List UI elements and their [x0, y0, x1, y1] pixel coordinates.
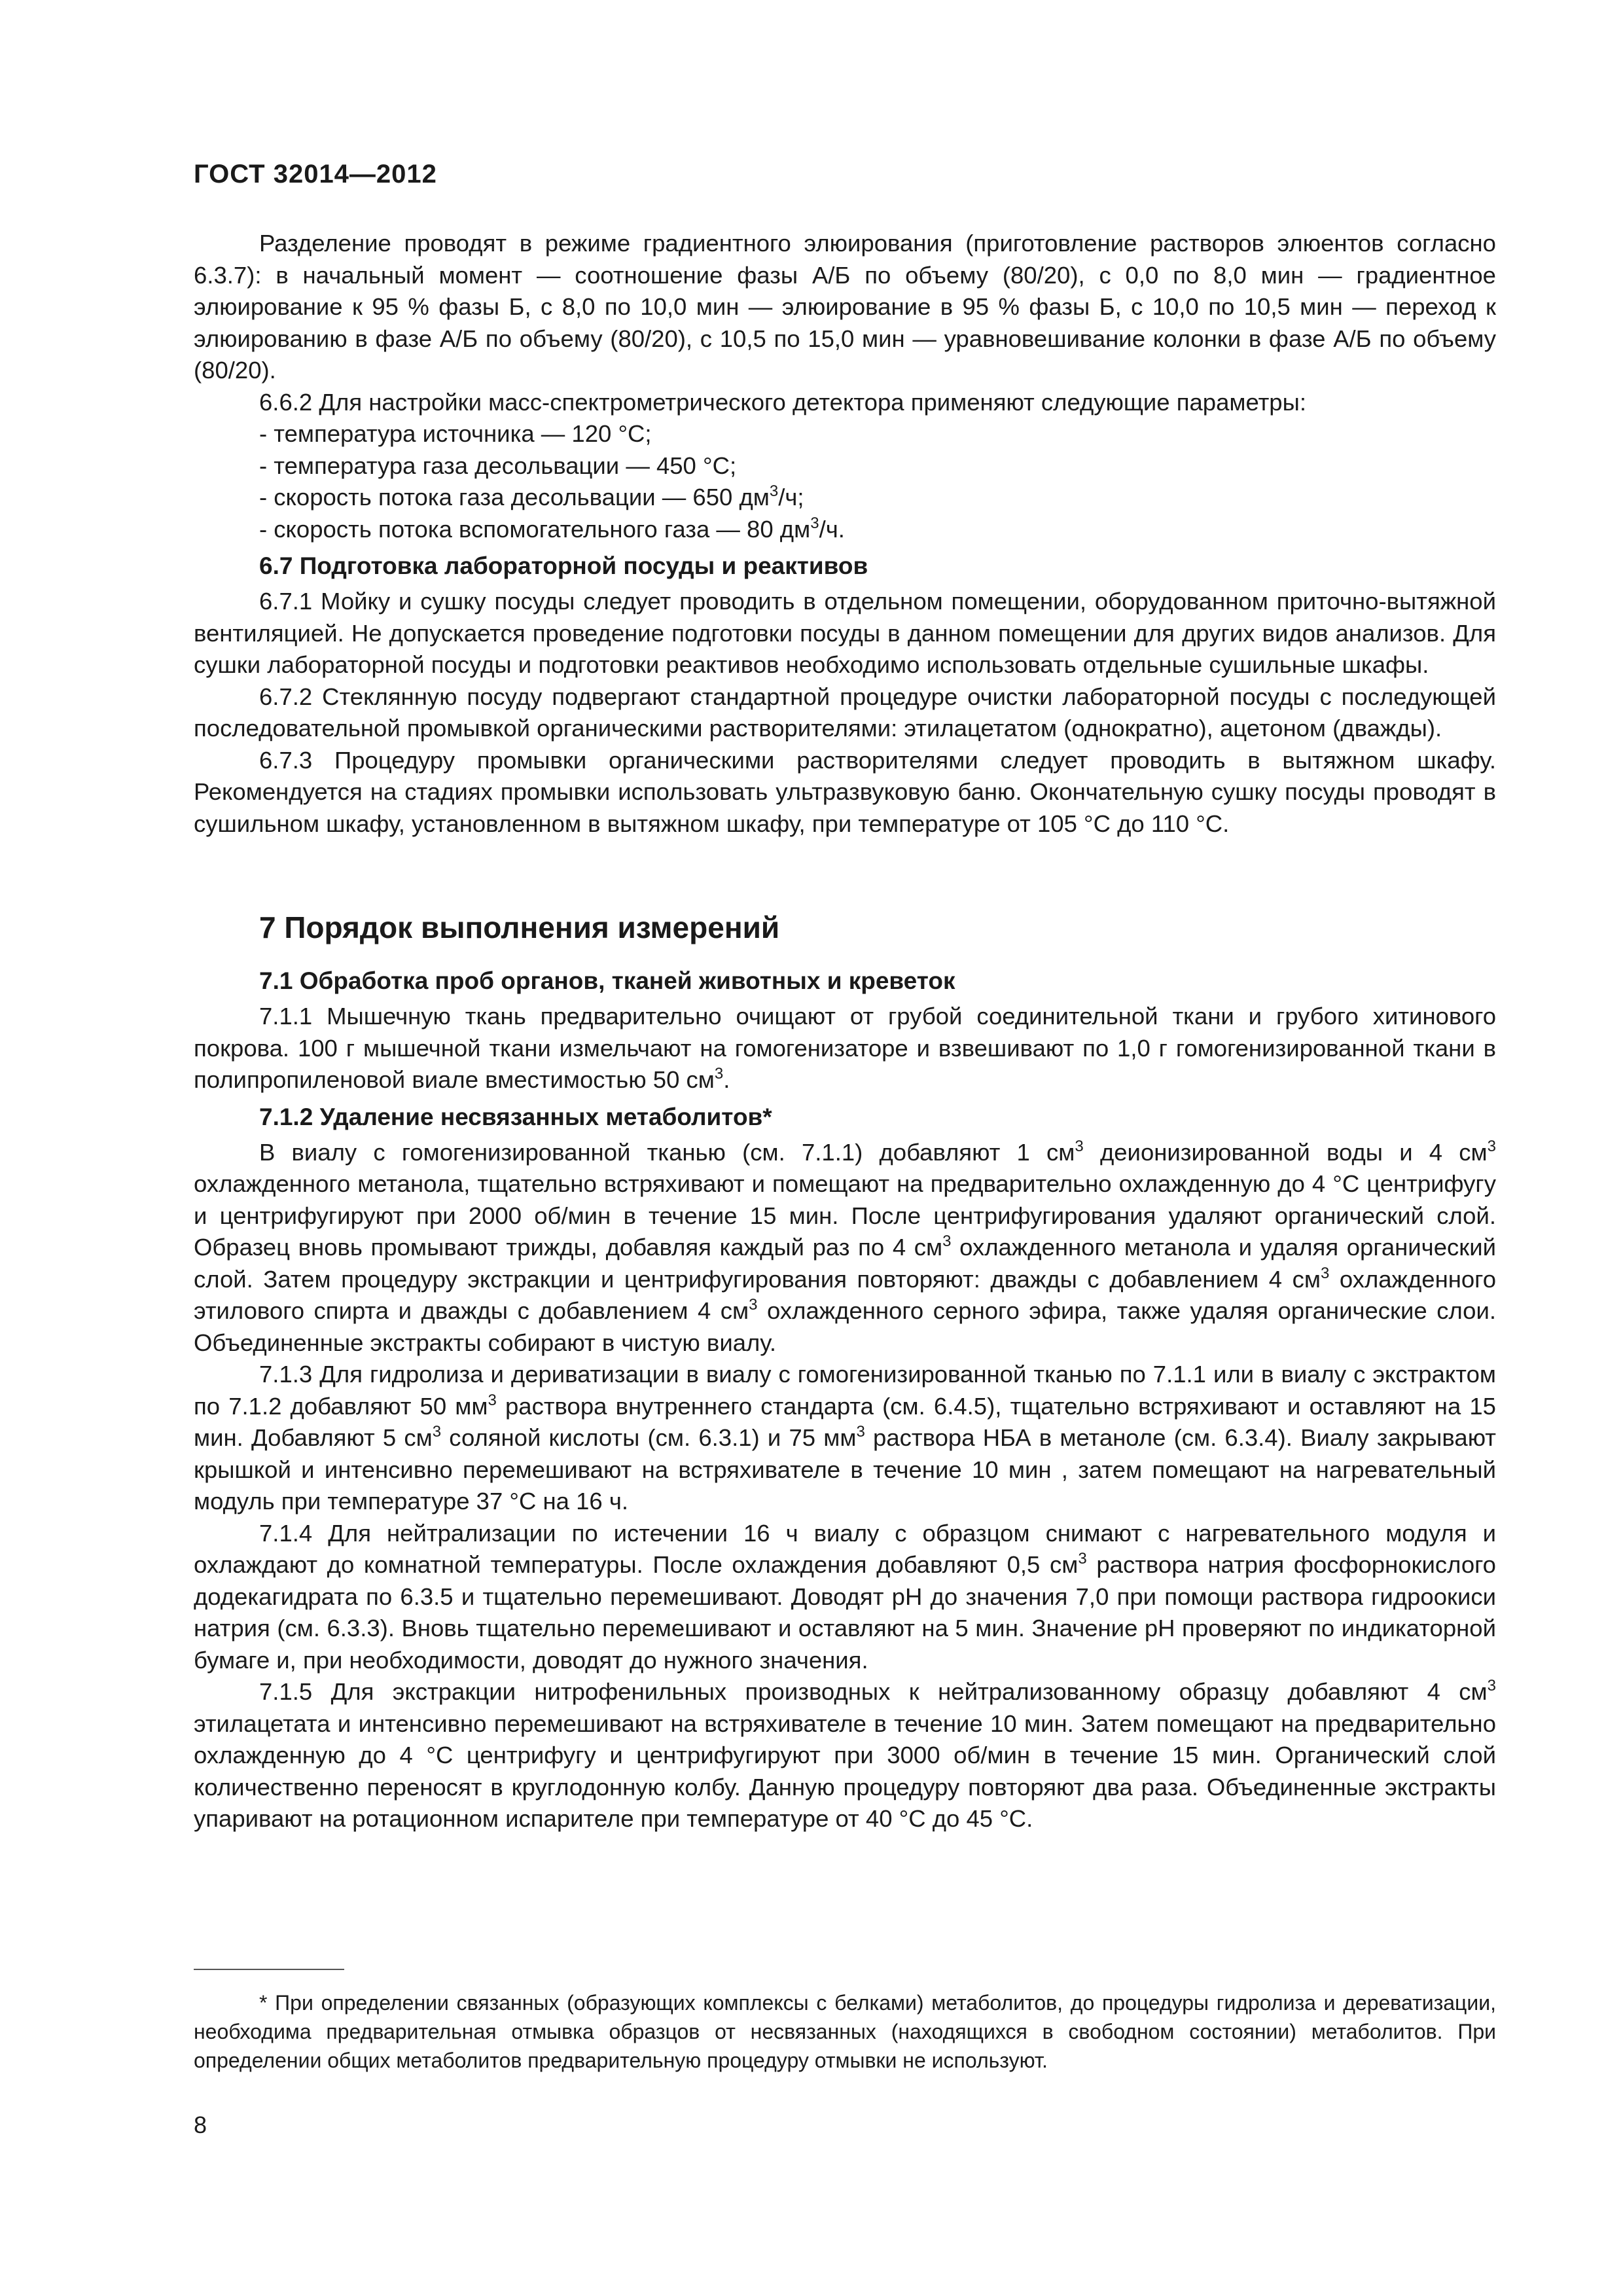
paragraph-7-1-4	[194, 1518, 1496, 1677]
paragraph-6-7-2: 6.7.2 Стеклянную посуду подвергают стандартной процедуре очистки лабораторной посуды с последующей последовательной промывкой органическими растворителями: этилацетатом (однократно), ацетоном (дважды).	[194, 683, 1496, 742]
page-body	[194, 228, 1496, 1835]
paragraph-6-7-1: 6.7.1 Мойку и сушку посуды следует проводить в отдельном помещении, оборудованном приточно-вытяжной вентиляцией. Не допускается проведение подготовки посуды в данном помещении для других видов анализов. Для сушки лабораторной посуды и подготовки реактивов необходимо использовать отдельные сушильные шкафы.	[194, 588, 1496, 678]
superscript: 3	[749, 1296, 758, 1314]
superscript: 3	[810, 514, 819, 532]
paragraph-text: 7.1.3 Для гидролиза и дериватизации в виалу с гомогенизированной тканью по 7.1.1 или в виалу с экстрактом по 7.1.2 добавляют 50 мм	[194, 1361, 1496, 1420]
footnote: * При определении связанных (образующих комплексы с белками) метаболитов, до процедуры гидролиза и дереватизации, необходима предварительная отмывка образцов от несвязанных (находящихся в свободном состоянии) метаболитов. При определении общих метаболитов предварительную процедуру отмывки не используют.	[194, 1991, 1496, 2072]
superscript: 3	[1487, 1137, 1496, 1155]
superscript: 3	[942, 1232, 952, 1250]
paragraph-text: охлажденного серного эфира, также удаляя органические слои. Объединенные экстракты собирают в чистую виалу.	[194, 1297, 1496, 1356]
paragraph-text: раствора НБА в метаноле (см. 6.3.4). Виалу закрывают крышкой и интенсивно перемешивают на встряхивателе в течение 10 мин , затем помещают на нагревательный модуль при температуре 37 °С на 16 ч.	[194, 1424, 1496, 1515]
paragraph-7-1-2	[194, 1137, 1496, 1359]
paragraph-text: 7.1.4 Для нейтрализации по истечении 16 ч виалу с образцом снимают с нагревательного модуля и охлаждают до комнатной температуры. После охлаждения добавляют 0,5 см	[194, 1519, 1496, 1578]
paragraph-6-7-3: 6.7.3 Процедуру промывки органическими растворителями следует проводить в вытяжном шкафу. Рекомендуется на стадиях промывки использовать ультразвуковую баню. Окончательную сушку посуды проводят в сушильном шкафу, установленном в вытяжном шкафу, при температуре от 105 °С до 110 °С.	[194, 746, 1496, 837]
list-item	[194, 514, 1496, 546]
paragraph-text: 7.1.5 Для экстракции нитрофенильных производных к нейтрализованному образцу добавляют 4 см	[259, 1678, 1488, 1705]
subsection-heading-7-1: 7.1 Обработка проб органов, тканей животных и креветок	[259, 967, 955, 994]
list-item: - температура газа десольвации — 450 °С;	[259, 452, 737, 479]
paragraph-separation: Разделение проводят в режиме градиентного элюирования (приготовление растворов элюентов согласно 6.3.7): в начальный момент — соотношение фазы А/Б по объему (80/20), с 0,0 по 8,0 мин — градиентное элюирование к 95 % фазы Б, с 8,0 по 10,0 мин — элюирование в 95 % фазы Б, с 10,0 по 10,5 мин — переход к элюированию в фазе А/Б по объему (80/20), с 10,5 по 15,0 мин — уравновешивание колонки в фазе А/Б по объему (80/20).	[194, 230, 1496, 384]
paragraph-text: деионизированной воды и 4 см	[1083, 1138, 1488, 1166]
page-number: 8	[194, 2111, 207, 2138]
paragraph-text: этилацетата и интенсивно перемешивают на встряхивателе в течение 10 мин. Затем помещают на предварительно охлажденную до 4 °С центрифугу и центрифугируют при 3000 об/мин в течение 15 мин. Органический слой количественно переносят в круглодонную колбу. Данную процедуру повторяют два раза. Объединенные экстракты упаривают на ротационном испарителе при температуре от 40 °С до 45 °С.	[194, 1710, 1496, 1832]
paragraph-text: раствора натрия фосфорнокислого додекагидрата по 6.3.5 и тщательно перемешивают. Доводят рН до значения 7,0 при помощи раствора гидроокиси натрия (см. 6.3.3). Вновь тщательно перемешивают и оставляют на 5 мин. Значение рН проверяют по индикаторной бумаге и, при необходимости, доводят до нужного значения.	[194, 1551, 1496, 1674]
list-text: /ч;	[778, 484, 804, 511]
section-heading-7: 7 Порядок выполнения измерений	[259, 910, 780, 944]
superscript: 3	[488, 1391, 497, 1409]
list-text: - скорость потока вспомогательного газа — 80 дм	[259, 515, 811, 543]
subsection-heading-6-7: 6.7 Подготовка лабораторной посуды и реактивов	[259, 552, 868, 579]
list-text: - скорость потока газа десольвации — 650 дм	[259, 484, 770, 511]
superscript: 3	[856, 1423, 865, 1441]
paragraph-text: охлажденного этилового спирта и дважды с добавлением 4 см	[194, 1265, 1496, 1324]
paragraph-7-1-5	[194, 1676, 1496, 1835]
superscript: 3	[1487, 1677, 1496, 1695]
standard-header: ГОСТ 32014—2012	[194, 160, 437, 188]
list-text: /ч.	[819, 515, 845, 543]
paragraph-text: 7.1.1 Мышечную ткань предварительно очищают от грубой соединительной ткани и грубого хитинового покрова. 100 г мышечной ткани измельчают на гомогенизаторе и взвешивают по 1,0 г гомогенизированной ткани в полипропиленовой виале вместимостью 50 см	[194, 1003, 1496, 1093]
superscript: 3	[1320, 1264, 1330, 1282]
subsection-heading-7-1-2: 7.1.2 Удаление несвязанных метаболитов*	[259, 1103, 772, 1130]
paragraph-text: .	[723, 1066, 730, 1093]
list-item	[194, 482, 1496, 514]
paragraph-text: охлажденного метанола и удаляя органический слой. Затем процедуру экстракции и центрифугирования повторяют: дважды с добавлением 4 см	[194, 1234, 1496, 1293]
paragraph-7-1-1	[194, 1001, 1496, 1096]
footnote-divider	[194, 1969, 344, 1970]
list-item: - температура источника — 120 °С;	[259, 420, 652, 447]
paragraph-7-1-3	[194, 1359, 1496, 1518]
superscript: 3	[769, 482, 779, 500]
superscript: 3	[432, 1423, 442, 1441]
paragraph-text: В виалу с гомогенизированной тканью (см. 7.1.1) добавляют 1 см	[259, 1138, 1075, 1166]
superscript: 3	[1075, 1137, 1084, 1155]
paragraph-text: соляной кислоты (см. 6.3.1) и 75 мм	[441, 1424, 857, 1451]
superscript: 3	[714, 1065, 724, 1083]
paragraph-text: охлажденного метанола, тщательно встряхивают и помещают на предварительно охлажденную до 4 °С центрифугу и центрифугируют при 2000 об/мин в течение 15 мин. После центрифугирования удаляют органический слой. Образец вновь промывают трижды, добавляя каждый раз по 4 см	[194, 1170, 1496, 1261]
superscript: 3	[1078, 1550, 1087, 1568]
paragraph-6-6-2: 6.6.2 Для настройки масс-спектрометрического детектора применяют следующие параметры:	[259, 388, 1306, 416]
paragraph-text: раствора внутреннего стандарта (см. 6.4.5), тщательно встряхивают и оставляют на 15 мин. Добавляют 5 см	[194, 1392, 1496, 1451]
